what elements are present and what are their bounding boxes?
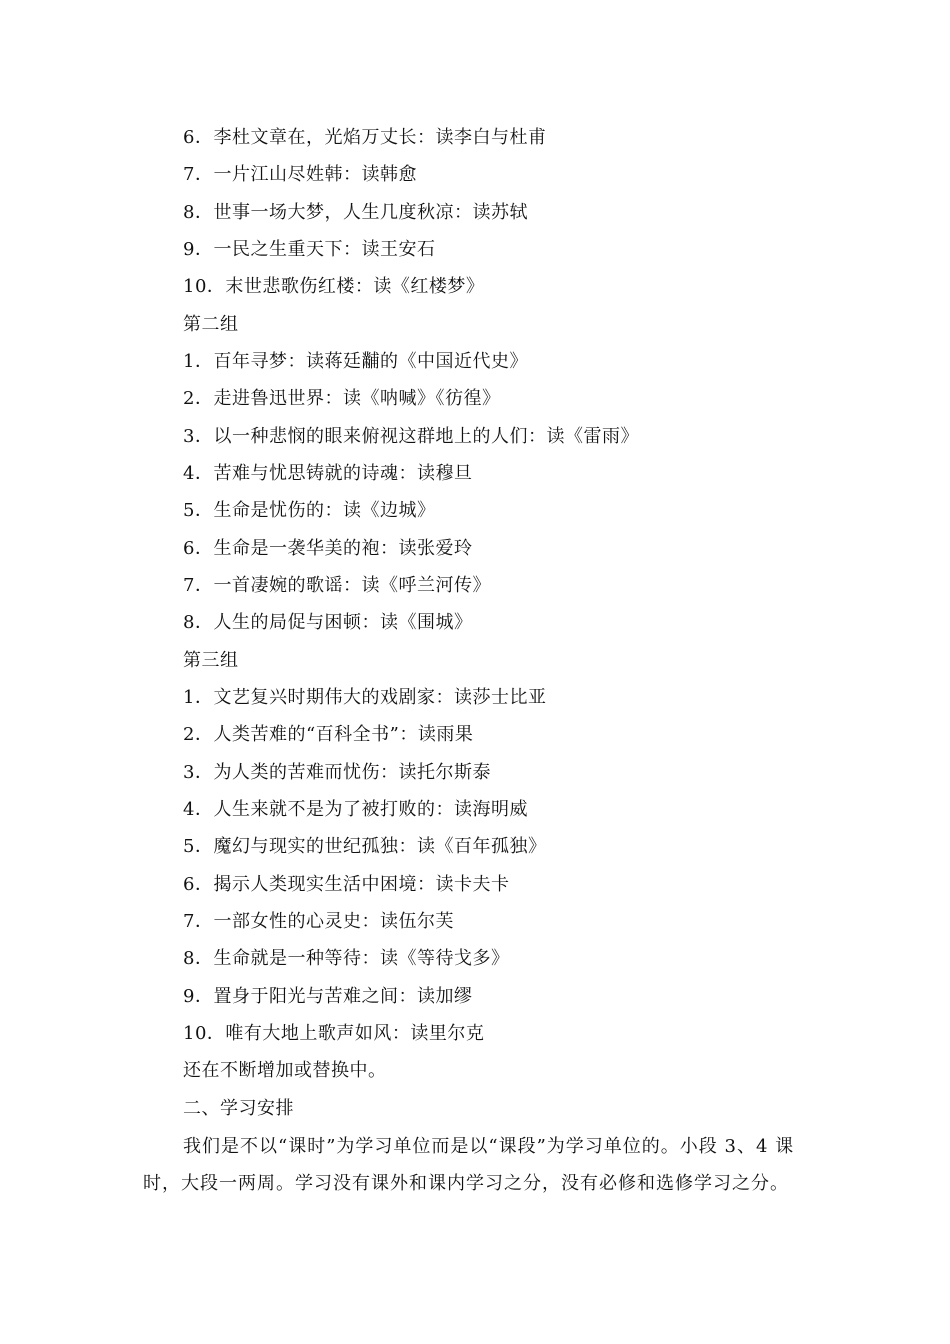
- list-item: 3．以一种悲悯的眼来俯视这群地上的人们：读《雷雨》: [183, 426, 639, 447]
- group-heading: 第三组: [183, 650, 239, 671]
- list-item: 8．世事一场大梦，人生几度秋凉：读苏轼: [183, 202, 528, 223]
- list-item: 10．末世悲歌伤红楼：读《红楼梦》: [183, 276, 485, 297]
- list-item: 4．人生来就不是为了被打败的：读海明威: [183, 799, 528, 820]
- list-item: 5．生命是忧伤的：读《边城》: [183, 500, 436, 521]
- list-item: 6．揭示人类现实生活中困境：读卡夫卡: [183, 874, 510, 895]
- body-paragraph: [143, 1128, 823, 1202]
- list-item: 7．一片江山尽姓韩：读韩愈: [183, 164, 417, 185]
- paragraph-text: 我们是不以“课时”为学习单位而是以“课段”为学习单位的。小段 3、4 课时，大段一两周。学习没有课外和课内学习之分，没有必修和选修学习之分。: [143, 1136, 795, 1194]
- list-item: 9．一民之生重天下：读王安石: [183, 239, 436, 260]
- list-item: 6．生命是一袭华美的袍：读张爱玲: [183, 538, 473, 559]
- list-item: 8．人生的局促与困顿：读《围城》: [183, 612, 473, 633]
- list-item: 7．一部女性的心灵史：读伍尔芙: [183, 911, 454, 932]
- list-item: 4．苦难与忧思铸就的诗魂：读穆旦: [183, 463, 473, 484]
- list-item: 9．置身于阳光与苦难之间：读加缪: [183, 986, 473, 1007]
- list-item: 1．百年寻梦：读蒋廷黼的《中国近代史》: [183, 351, 528, 372]
- list-item: 8．生命就是一种等待：读《等待戈多》: [183, 948, 510, 969]
- list-item: 2．人类苦难的“百科全书”：读雨果: [183, 724, 474, 745]
- section-heading: 二、学习安排: [183, 1098, 294, 1119]
- note-text: 还在不断增加或替换中。: [183, 1060, 387, 1081]
- list-item: 3．为人类的苦难而忧伤：读托尔斯泰: [183, 762, 491, 783]
- list-item: 2．走进鲁迅世界：读《呐喊》《彷徨》: [183, 388, 501, 409]
- list-item: 6．李杜文章在，光焰万丈长：读李白与杜甫: [183, 127, 547, 148]
- group-heading: 第二组: [183, 314, 239, 335]
- list-item: 5．魔幻与现实的世纪孤独：读《百年孤独》: [183, 836, 547, 857]
- list-item: 10．唯有大地上歌声如风：读里尔克: [183, 1023, 485, 1044]
- list-item: 7．一首凄婉的歌谣：读《呼兰河传》: [183, 575, 491, 596]
- list-item: 1．文艺复兴时期伟大的戏剧家：读莎士比亚: [183, 687, 547, 708]
